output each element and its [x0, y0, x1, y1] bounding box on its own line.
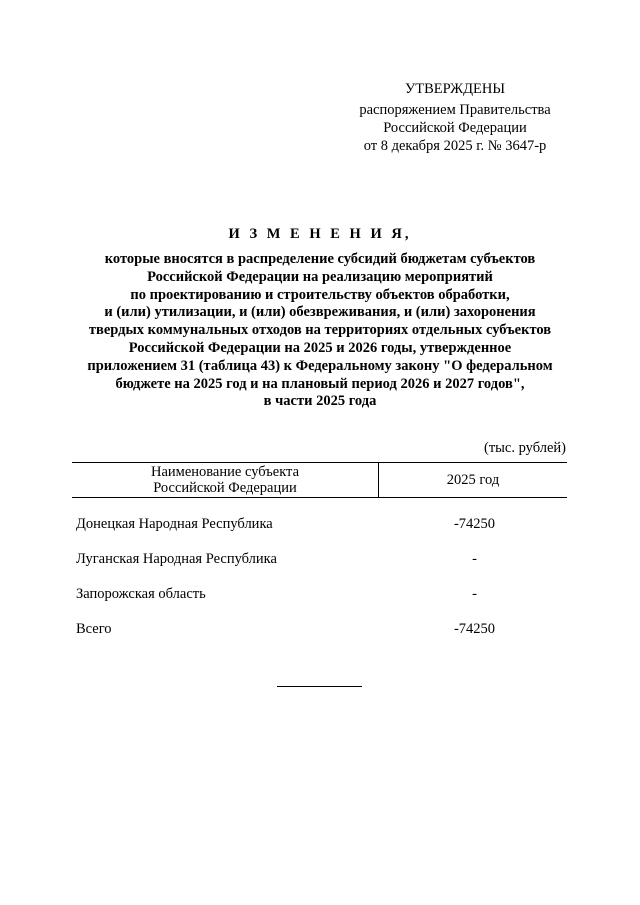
subtitle-line: которые вносятся в распределение субсидий бюджетам субъектов: [104, 251, 536, 267]
units-label: (тыс. рублей): [484, 440, 566, 456]
table-body: [72, 498, 567, 647]
approval-line-1: распоряжением Правительства: [359, 102, 551, 118]
subtitle-line: и (или) утилизации, и (или) обезвреживания, и (или) захоронения: [104, 304, 536, 321]
header-subject: [72, 463, 379, 497]
row-value: -: [472, 551, 477, 567]
document-title: И З М Е Н Е Н И Я,: [228, 226, 412, 242]
table-row: [72, 542, 567, 577]
footer-divider: [277, 686, 362, 687]
approval-line-2: Российской Федерации: [383, 120, 527, 136]
row-value: -74250: [453, 516, 496, 532]
row-subject: Запорожская область: [76, 586, 206, 602]
document-subtitle: [60, 251, 580, 411]
header-subject-line-2: Российской Федерации: [153, 480, 297, 496]
approval-block: [350, 80, 560, 155]
subsidy-table: [72, 462, 567, 647]
row-subject: Луганская Народная Республика: [76, 551, 277, 567]
subtitle-line: Российской Федерации на реализацию мероприятий: [147, 268, 493, 285]
subtitle-line: твердых коммунальных отходов на территориях отдельных субъектов: [88, 322, 552, 339]
table-row: [72, 507, 567, 542]
row-value: -74250: [453, 621, 496, 637]
row-subject: Донецкая Народная Республика: [76, 516, 273, 532]
subtitle-line: по проектированию и строительству объектов обработки,: [130, 286, 510, 303]
approval-heading: УТВЕРЖДЕНЫ: [404, 81, 506, 97]
subtitle-line: Российской Федерации на 2025 и 2026 годы, утвержденное: [128, 339, 512, 356]
table-header: [72, 462, 567, 498]
approval-line-3: от 8 декабря 2025 г. № 3647-р: [363, 138, 547, 154]
header-subject-line-1: Наименование субъекта: [150, 464, 300, 480]
table-row: [72, 612, 567, 647]
subtitle-line: приложением 31 (таблица 43) к Федеральному закону "О федеральном: [87, 357, 553, 374]
subtitle-line: в части 2025 года: [263, 393, 377, 410]
subtitle-line: бюджете на 2025 год и на плановый период 2026 и 2027 годов",: [115, 375, 525, 392]
table-row: [72, 577, 567, 612]
row-value: -: [472, 586, 477, 602]
row-subject: Всего: [76, 621, 112, 637]
header-year: 2025 год: [446, 472, 500, 488]
